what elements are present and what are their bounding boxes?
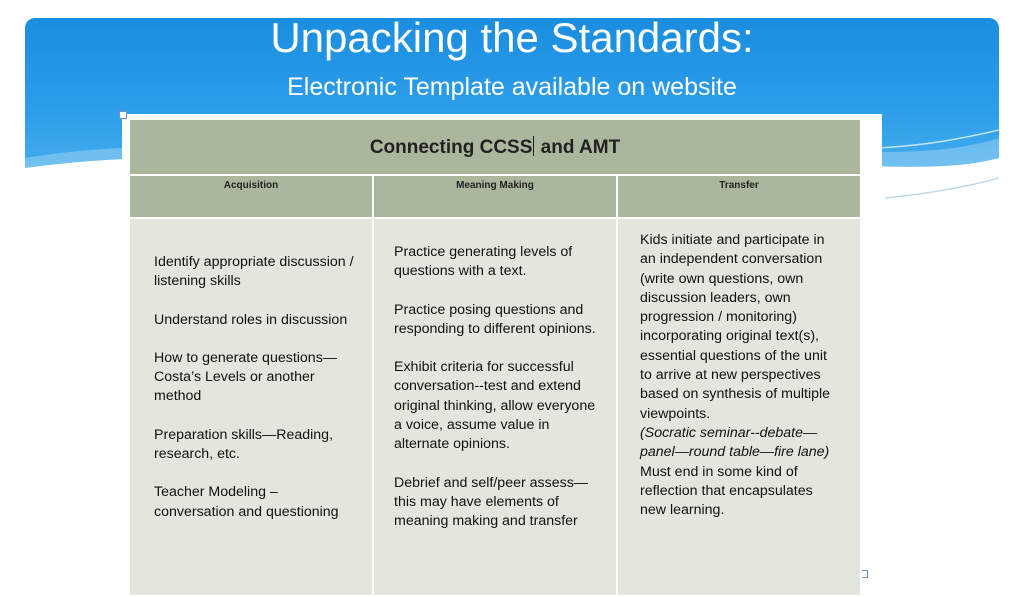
column-header-transfer: Transfer (617, 175, 861, 218)
list-item: Exhibit criteria for successful conversation--test and extend original thinking, allow everyone a voice, assume value in alternate opinions. (394, 359, 596, 453)
list-item: Understand roles in discussion (154, 311, 348, 328)
list-item: Practice generating levels of questions with a text. (394, 244, 573, 280)
standards-table (128, 118, 862, 597)
transfer-examples: (Socratic seminar--debate—panel—round table—fire lane) (640, 424, 830, 461)
slide-subtitle: Electronic Template available on website (287, 73, 737, 101)
meaning-making-cell (373, 218, 617, 596)
table-heading-text-part1: Connecting CCSS (369, 136, 533, 158)
list-item: Teacher Modeling – conversation and questioning (154, 484, 339, 520)
slide-title: Unpacking the Standards: (270, 14, 754, 61)
table-heading (129, 119, 861, 175)
acquisition-cell (129, 218, 373, 596)
list-item: Preparation skills—Reading, research, etc. (154, 426, 334, 463)
list-item: Debrief and self/peer assess—this may have elements of meaning making and transfer (394, 474, 588, 530)
resize-handle-top-left[interactable] (119, 111, 127, 119)
list-item: Identify appropriate discussion / listening skills (154, 254, 354, 290)
table-heading-text-part2: and AMT (535, 136, 621, 158)
column-header-meaning-making: Meaning Making (373, 175, 617, 218)
list-item: Practice posing questions and responding to different opinions. (394, 301, 596, 337)
column-header-acquisition: Acquisition (129, 175, 373, 218)
transfer-intro: Kids initiate and participate in an independent conversation (write own questions, own discussion leaders, own progression / monitoring) incorporating original text(s), essential questions of the unit to arrive at new perspectives based on synthesis of multiple viewpoints. (640, 232, 831, 422)
list-item: How to generate questions—Costa’s Levels or another method (154, 349, 337, 405)
transfer-cell (617, 218, 861, 596)
transfer-closing: Must end in some kind of reflection that encapsulates new learning. (640, 463, 813, 519)
